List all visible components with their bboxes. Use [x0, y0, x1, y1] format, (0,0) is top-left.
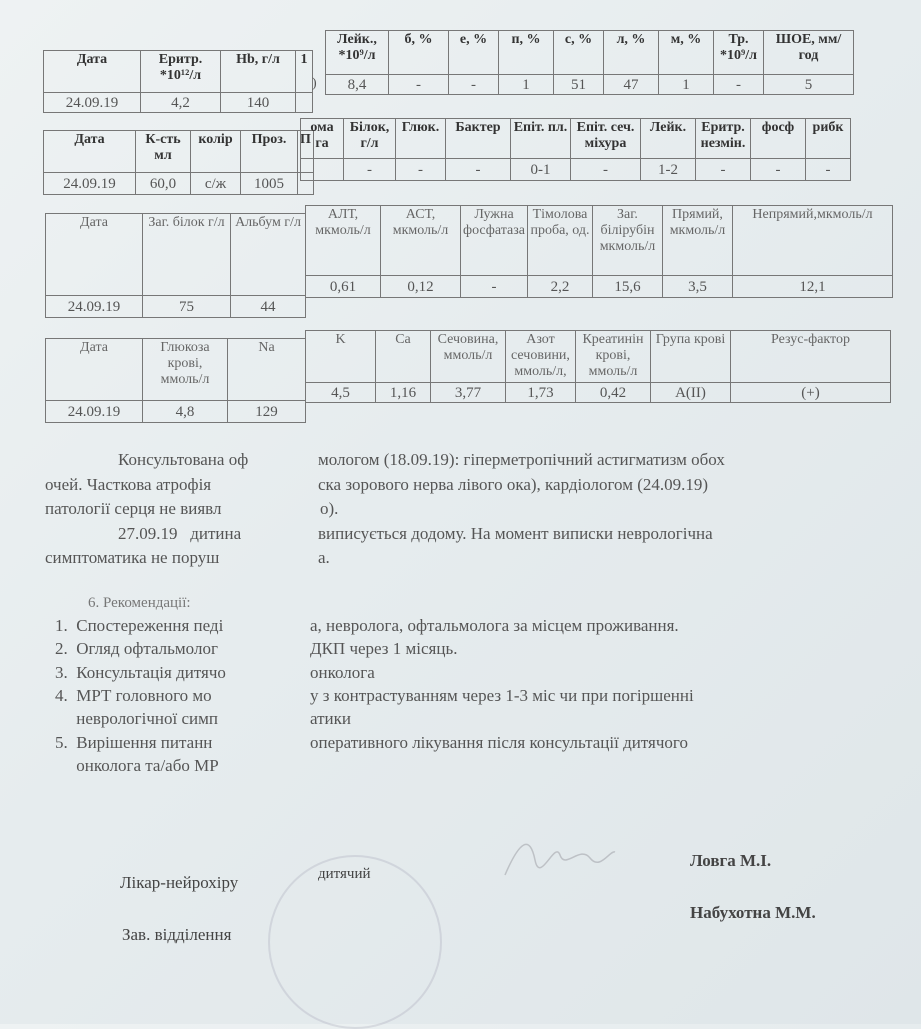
text-line-left: неврологічної симп: [55, 709, 218, 729]
column-header: п, %: [499, 31, 554, 75]
table-cell: -: [344, 159, 396, 181]
urine-right-table: [300, 118, 851, 181]
column-header: АСТ, мкмоль/л: [381, 206, 461, 276]
table-fragment: ): [312, 76, 317, 91]
column-header: Сечовина, ммоль/л: [431, 331, 506, 383]
table-cell: 24.09.19: [44, 173, 136, 195]
table-cell: -: [389, 75, 449, 95]
table-cell: 51: [554, 75, 604, 95]
table-cell: [296, 93, 313, 113]
column-header: Глюк.: [396, 119, 446, 159]
text-line-left: 3. Консультація дитячо: [55, 662, 226, 682]
table-cell: 3,77: [431, 383, 506, 403]
column-header: Дата: [44, 51, 141, 93]
column-header: Тр. *10⁹/л: [714, 31, 764, 75]
table-header-row: [46, 339, 306, 401]
text-line-right: а.: [318, 548, 330, 567]
electrolytes-right-table: [305, 330, 891, 403]
table-header-row: [326, 31, 854, 75]
table-cell: 24.09.19: [44, 93, 141, 113]
column-header: Білок, г/л: [344, 119, 396, 159]
table-cell: 8,4: [326, 75, 389, 95]
table-cell: -: [449, 75, 499, 95]
table-cell: 15,6: [592, 276, 662, 298]
signature-role-neurosurgeon: Лікар-нейрохіру: [120, 873, 239, 892]
column-header: Прямий, мкмоль/л: [662, 206, 732, 276]
table-cell: 4,2: [141, 93, 221, 113]
column-header: Заг. білок г/л: [143, 214, 231, 296]
table-cell: 140: [221, 93, 296, 113]
table-cell: -: [806, 159, 851, 181]
table-cell: 0-1: [511, 159, 571, 181]
text-line-right: о).: [320, 499, 339, 518]
table-row: [326, 75, 854, 95]
table-cell: 1005: [241, 173, 298, 195]
table-header-row: [306, 331, 891, 383]
column-header: Еритр. незмін.: [696, 119, 751, 159]
column-header: б, %: [389, 31, 449, 75]
table-cell: 0,61: [306, 276, 381, 298]
column-header: Непрямий,мкмоль/л: [732, 206, 892, 276]
text-line-right: онколога: [310, 662, 375, 682]
table-cell: 24.09.19: [46, 401, 143, 423]
column-header: Лужна фосфатаза: [461, 206, 528, 276]
table-cell: 24.09.19: [46, 296, 143, 318]
table-header-row: [46, 214, 306, 296]
column-header: ШОЕ, мм/год: [764, 31, 854, 75]
text-line-right: а, невролога, офтальмолога за місцем проживання.: [310, 616, 679, 635]
column-header: К-сть мл: [136, 131, 191, 173]
table-cell: -: [461, 276, 528, 298]
column-header: Епіт. пл.: [511, 119, 571, 159]
table-cell: A(II): [651, 383, 731, 403]
table-header-row: [44, 131, 314, 173]
column-header: Група крові: [651, 331, 731, 383]
text-line-right: ДКП через 1 місяць.: [310, 639, 458, 659]
table-cell: 75: [143, 296, 231, 318]
text-line-right: виписується додому. На момент виписки неврологічна: [318, 523, 713, 543]
text-line-right: оперативного лікування після консультації дитячого: [310, 732, 688, 752]
table-cell: -: [396, 159, 446, 181]
column-header: л, %: [604, 31, 659, 75]
column-header: Епіт. сеч. міхура: [571, 119, 641, 159]
table-cell: -: [714, 75, 764, 95]
table-cell: 1,73: [506, 383, 576, 403]
column-header: АЛТ, мкмоль/л: [306, 206, 381, 276]
column-header: 1: [296, 51, 313, 93]
table-cell: -: [751, 159, 806, 181]
biochem-right-table: [305, 205, 893, 298]
table-cell: 3,5: [662, 276, 732, 298]
table-cell: 47: [604, 75, 659, 95]
table-cell: 44: [231, 296, 306, 318]
text-line-left: 5. Вирішення питанн: [55, 732, 213, 752]
table-cell: 5: [764, 75, 854, 95]
column-header: Еритр. *10¹²/л: [141, 51, 221, 93]
table-header-row: [301, 119, 851, 159]
column-header: Резус-фактор: [731, 331, 891, 383]
column-header: Hb, г/л: [221, 51, 296, 93]
table-cell: 0,12: [381, 276, 461, 298]
column-header: Дата: [46, 214, 143, 296]
column-header: ома га: [301, 119, 344, 159]
column-header: рибк: [806, 119, 851, 159]
text-line-right: ска зорового нерва лівого ока), кардіологом (24.09.19): [318, 474, 709, 494]
table-cell: 129: [228, 401, 306, 423]
table-header-row: [306, 206, 893, 276]
column-header: Глюкоза крові, ммоль/л: [143, 339, 228, 401]
table-cell: (+): [731, 383, 891, 403]
table-cell: 1: [499, 75, 554, 95]
table-row: [306, 276, 893, 298]
text-line-left: Консультована оф: [118, 450, 249, 469]
text-line-right: мологом (18.09.19): гіперметропічний астигматизм обох: [318, 450, 725, 469]
column-header: Дата: [46, 339, 143, 401]
signature-role-neurosurgeon-rest: дитячий: [318, 866, 371, 882]
column-header: м, %: [659, 31, 714, 75]
table-cell: 60,0: [136, 173, 191, 195]
column-header: Na: [228, 339, 306, 401]
table-cell: 4,5: [306, 383, 376, 403]
table-cell: -: [696, 159, 751, 181]
text-line-left: очей. Часткова атрофія: [45, 474, 212, 494]
table-cell: 2,2: [527, 276, 592, 298]
table-cell: 4,8: [143, 401, 228, 423]
table-cell: 1-2: [641, 159, 696, 181]
table-cell: -: [571, 159, 641, 181]
column-header: Бактер: [446, 119, 511, 159]
table-row: [46, 296, 306, 318]
table-row: [46, 401, 306, 423]
table-cell: 1: [659, 75, 714, 95]
table-row: [301, 159, 851, 181]
signature-name-2: Набухотна М.М.: [690, 903, 816, 922]
column-header: Альбум г/л: [231, 214, 306, 296]
column-header: Заг. білірубін мкмоль/л: [592, 206, 662, 276]
urine-left-table: [43, 130, 314, 195]
signature-name-1: Ловга М.І.: [690, 851, 772, 870]
column-header: Ca: [376, 331, 431, 383]
column-header: с, %: [554, 31, 604, 75]
text-line-left: 27.09.19 дитина: [118, 523, 242, 543]
text-line-left: симптоматика не поруш: [45, 548, 220, 567]
table-cell: с/ж: [191, 173, 241, 195]
table-cell: 1,16: [376, 383, 431, 403]
column-header: Дата: [44, 131, 136, 173]
column-header: Азот сечовини, ммоль/л,: [506, 331, 576, 383]
text-line-right: у з контрастуванням через 1-3 міс чи при погіршенні: [310, 685, 694, 705]
column-header: Лейк., *10⁹/л: [326, 31, 389, 75]
table-cell: [301, 159, 344, 181]
blood-count-left-table: [43, 50, 313, 113]
table-cell: -: [446, 159, 511, 181]
column-header: Креатинін крові, ммоль/л: [576, 331, 651, 383]
recommendations-heading: 6. Рекомендації:: [88, 595, 191, 611]
text-line-left: 1. Спостереження педі: [55, 616, 224, 635]
text-line-left: патології серця не виявл: [45, 499, 222, 518]
table-header-row: [44, 51, 313, 93]
blood-count-right-table: [325, 30, 854, 95]
text-line-right: атики: [310, 709, 351, 729]
column-header: Лейк.: [641, 119, 696, 159]
column-header: е, %: [449, 31, 499, 75]
table-row: [44, 173, 314, 195]
column-header: П: [298, 131, 314, 173]
table-row: [44, 93, 313, 113]
table-row: [306, 383, 891, 403]
handwritten-signature: [500, 830, 620, 880]
column-header: Тімолова проба, од.: [527, 206, 592, 276]
column-header: Проз.: [241, 131, 298, 173]
column-header: K: [306, 331, 376, 383]
text-line-left: онколога та/або МР: [55, 755, 219, 775]
signature-role-head: Зав. відділення: [122, 925, 232, 944]
column-header: колір: [191, 131, 241, 173]
biochem-left-table: [45, 213, 306, 318]
electrolytes-left-table: [45, 338, 306, 423]
table-cell: 0,42: [576, 383, 651, 403]
table-cell: 12,1: [732, 276, 892, 298]
column-header: фосф: [751, 119, 806, 159]
text-line-left: 2. Огляд офтальмолог: [55, 639, 218, 659]
text-line-left: 4. МРТ головного мо: [55, 685, 212, 705]
